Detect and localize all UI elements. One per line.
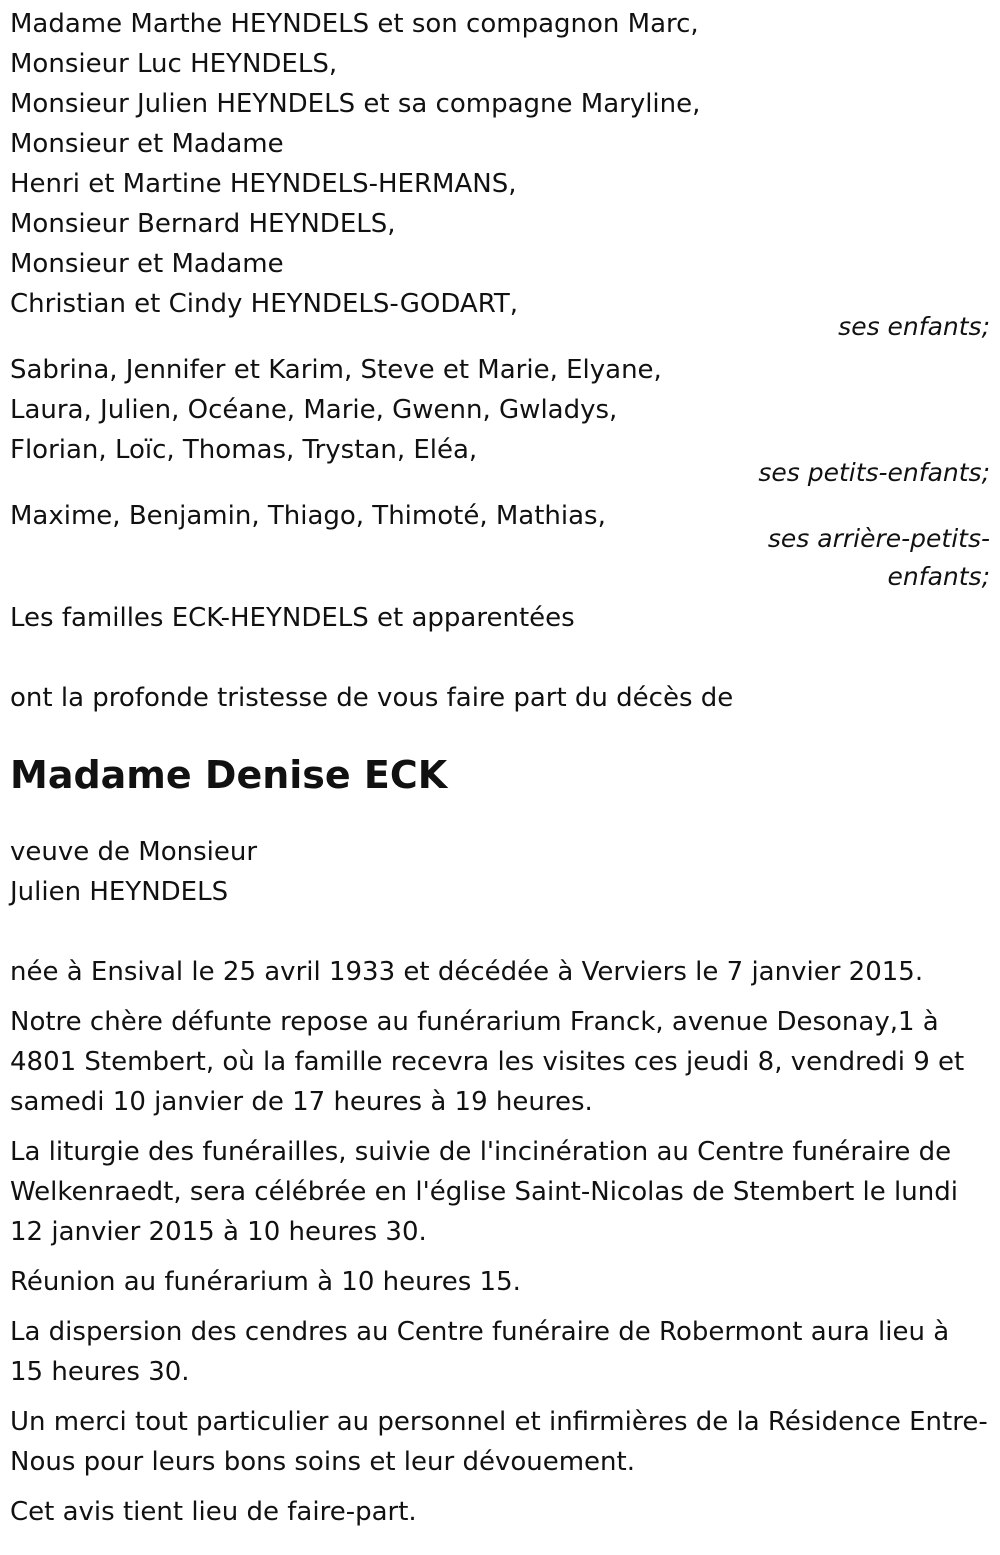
grandchild-line: Florian, Loïc, Thomas, Trystan, Eléa, xyxy=(10,435,478,465)
obituary-notice xyxy=(10,4,990,1532)
widow-of-line: Julien HEYNDELS xyxy=(10,877,229,907)
child-line: Monsieur Bernard HEYNDELS, xyxy=(10,209,396,239)
ashes-dispersion-paragraph: La dispersion des cendres au Centre funéraire de Robermont aura lieu à 15 heures 30. xyxy=(10,1317,950,1387)
meeting-paragraph: Réunion au funérarium à 10 heures 15. xyxy=(10,1267,521,1297)
funerarium-paragraph: Notre chère défunte repose au funérarium Franck, avenue Desonay,1 à 4801 Stembert, où la famille recevra les visites ces jeudi 8, vendredi 9 et samedi 10 janvier de 17 heures à 19 heures. xyxy=(10,1007,965,1117)
child-line: Monsieur et Madame xyxy=(10,129,284,159)
deceased-name: Madame Denise ECK xyxy=(10,753,448,797)
birth-death-paragraph: née à Ensival le 25 avril 1933 et décédée à Verviers le 7 janvier 2015. xyxy=(10,957,924,987)
great-grandchildren-role-line: enfants; xyxy=(887,562,990,591)
details xyxy=(10,952,990,1532)
closing-paragraph: Cet avis tient lieu de faire-part. xyxy=(10,1497,417,1527)
child-line: Christian et Cindy HEYNDELS-GODART, xyxy=(10,289,519,319)
families-line: Les familles ECK-HEYNDELS et apparentées xyxy=(10,603,575,633)
grandchild-line: Sabrina, Jennifer et Karim, Steve et Marie, Elyane, xyxy=(10,355,662,385)
great-grandchildren-role-line: ses arrière-petits- xyxy=(767,524,990,553)
child-line: Monsieur Julien HEYNDELS et sa compagne Maryline, xyxy=(10,89,701,119)
grandchildren-role: ses petits-enfants; xyxy=(758,458,990,487)
thanks-paragraph: Un merci tout particulier au personnel et infirmières de la Résidence Entre-Nous pour leurs bons soins et leur dévouement. xyxy=(10,1407,988,1477)
grandchildren-list xyxy=(10,350,990,470)
widow-of xyxy=(10,832,990,912)
child-line: Monsieur Luc HEYNDELS, xyxy=(10,49,338,79)
child-line: Madame Marthe HEYNDELS et son compagnon Marc, xyxy=(10,9,699,39)
children-role: ses enfants; xyxy=(838,312,990,341)
child-line: Monsieur et Madame xyxy=(10,249,284,279)
announcement-line: ont la profonde tristesse de vous faire part du décès de xyxy=(10,683,734,713)
liturgy-paragraph: La liturgie des funérailles, suivie de l'incinération au Centre funéraire de Welkenraedt, sera célébrée en l'église Saint-Nicolas de Stembert le lundi 12 janvier 2015 à 10 heures 30. xyxy=(10,1137,958,1247)
children-list xyxy=(10,4,990,324)
grandchild-line: Laura, Julien, Océane, Marie, Gwenn, Gwladys, xyxy=(10,395,618,425)
child-line: Henri et Martine HEYNDELS-HERMANS, xyxy=(10,169,517,199)
widow-of-line: veuve de Monsieur xyxy=(10,837,258,867)
great-grandchild-line: Maxime, Benjamin, Thiago, Thimoté, Mathias, xyxy=(10,501,606,531)
